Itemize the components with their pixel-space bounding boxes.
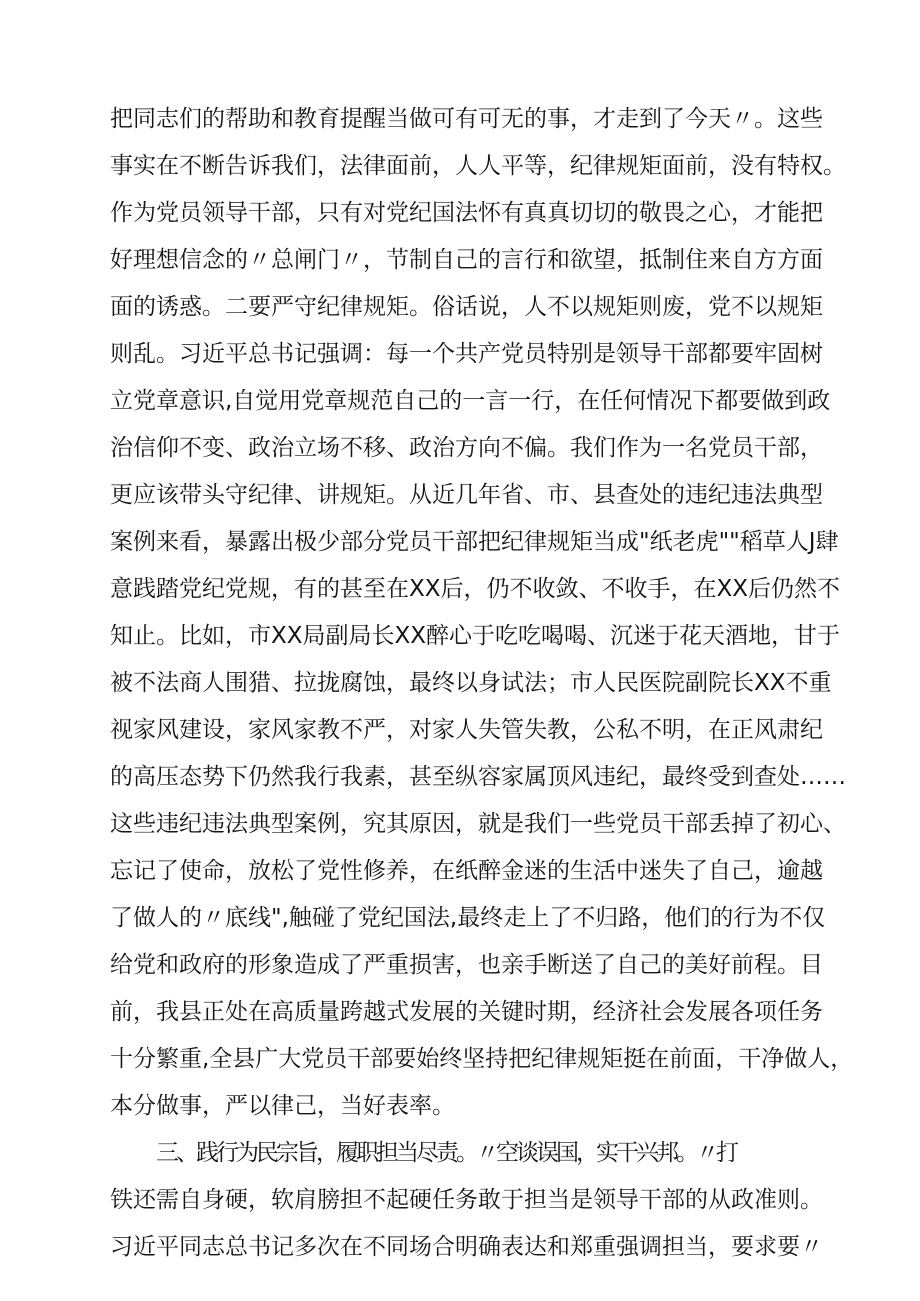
text-line: 把同志们的帮助和教育提醒当做可有可无的事，才走到了今天〃。这些: [110, 106, 823, 132]
text-line: 这些违纪违法典型案例，究其原因，就是我们一些党员干部丢掉了初心、: [110, 811, 846, 837]
text-line: 案例来看，暴露出极少部分党员干部把纪律规矩当成"纸老虎""稻草人J肆: [110, 529, 839, 555]
text-line: 给党和政府的形象造成了严重损害，也亲手断送了自己的美好前程。目: [110, 952, 823, 978]
text-line: 更应该带头守纪律、讲规矩。从近几年省、市、县查处的违纪违法典型: [110, 482, 823, 508]
text-line: 则乱。习近平总书记强调：每一个共产党员特别是领导干部都要牢固树: [110, 341, 823, 367]
text-line: 作为党员领导干部，只有对党纪国法怀有真真切切的敬畏之心，才能把: [110, 200, 823, 226]
paragraph-1: [110, 96, 860, 1130]
text-line: 的高压态势下仍然我行我素，甚至纵容家属顶风违纪，最终受到查处……: [110, 764, 846, 790]
paragraph-2: [110, 1130, 860, 1271]
text-line: 铁还需自身硬，软肩膀担不起硬任务敢于担当是领导干部的从政准则。: [110, 1187, 823, 1213]
text-line: 了做人的〃底线",触碰了党纪国法,最终走上了不归路，他们的行为不仅: [110, 905, 826, 931]
text-line: 忘记了使命，放松了党性修养，在纸醉金迷的生活中迷失了自己，逾越: [110, 858, 823, 884]
section-heading-line: 三、践行为民宗旨，履职担当尽责。〃空谈误国，实干兴邦。〃打: [156, 1140, 736, 1166]
text-line: 立党章意识,自觉用党章规范自己的一言一行，在任何情况下都要做到政: [110, 388, 831, 414]
text-line: 意践踏党纪党规，有的甚至在XX后，仍不收敛、不收手，在XX后仍然不: [110, 576, 841, 602]
text-line: 十分繁重,全县广大党员干部要始终坚持把纪律规矩挺在前面，干净做人，: [110, 1046, 854, 1072]
text-line: 面的诱惑。二要严守纪律规矩。俗话说，人不以规矩则废，党不以规矩: [110, 294, 823, 320]
text-line: 视家风建设，家风家教不严，对家人失管失教，公私不明，在正风肃纪: [110, 717, 823, 743]
text-line: 事实在不断告诉我们，法律面前，人人平等，纪律规矩面前，没有特权。: [110, 153, 846, 179]
document-body: [110, 96, 860, 1271]
text-line: 被不法商人围猎、拉拢腐蚀，最终以身试法；市人民医院副院长XX不重: [110, 670, 832, 696]
text-line: 前，我县正处在高质量跨越式发展的关键时期，经济社会发展各项任务: [110, 999, 823, 1025]
text-line: 知止。比如，市XX局副局长XX醉心于吃吃喝喝、沉迷于花天酒地，甘于: [110, 623, 841, 649]
text-line: 好理想信念的〃总闸门〃，节制自己的言行和欲望，抵制住来自方方面: [110, 247, 823, 273]
text-line: 治信仰不变、政治立场不移、政治方向不偏。我们作为一名党员干部，: [110, 435, 823, 461]
text-line: 习近平同志总书记多次在不同场合明确表达和郑重强调担当，要求要〃: [110, 1234, 823, 1260]
text-line: 本分做事，严以律己，当好表率。: [110, 1093, 455, 1119]
